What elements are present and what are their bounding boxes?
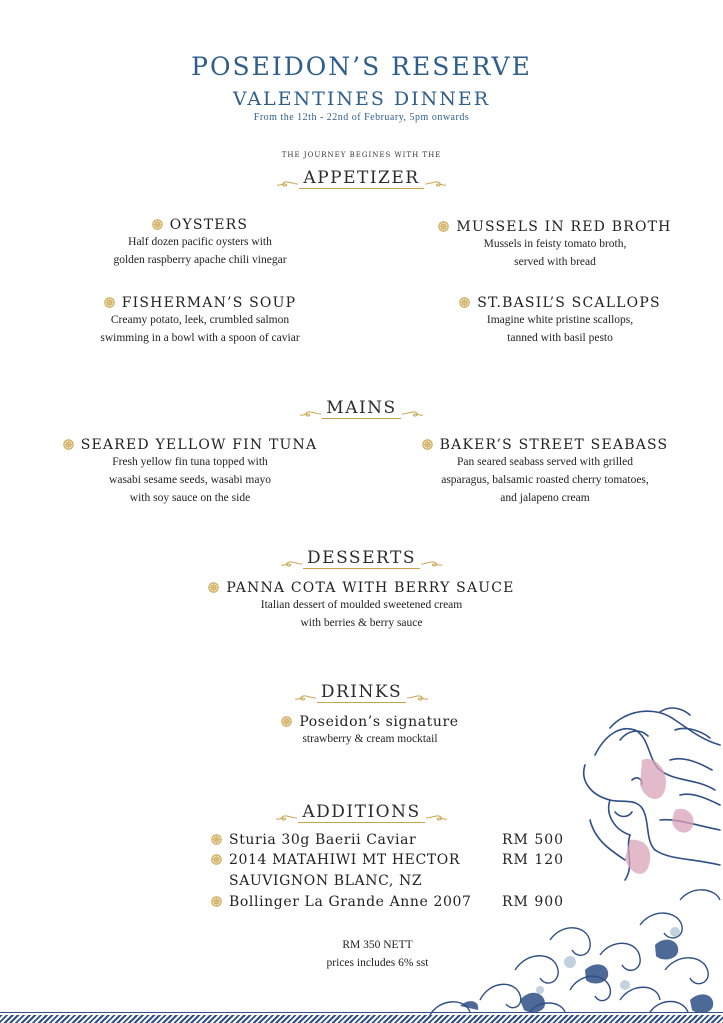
section-desserts-label: DESSERTS bbox=[303, 548, 420, 569]
item-title: SEARED YELLOW FIN TUNA bbox=[80, 437, 318, 453]
set-price: RM 350 NETT bbox=[342, 939, 413, 951]
gold-bullet-icon bbox=[211, 834, 222, 845]
section-drinks-label: DRINKS bbox=[317, 682, 406, 703]
item-title: FISHERMAN’S SOUP bbox=[121, 295, 297, 311]
menu-item-panna-cota bbox=[200, 580, 523, 632]
section-appetizer bbox=[0, 166, 723, 190]
item-desc: golden raspberry apache chili vinegar bbox=[113, 254, 287, 266]
seahorse-wave-illustration bbox=[420, 700, 723, 1015]
addition-name: Sturia 30g Baerii Caviar bbox=[229, 832, 417, 848]
item-desc: Imagine white pristine scallops, bbox=[486, 314, 634, 326]
menu-item-scallops bbox=[425, 295, 695, 347]
item-desc: with berries & berry sauce bbox=[300, 617, 423, 629]
addition-row bbox=[211, 832, 416, 848]
item-desc: and jalapeno cream bbox=[500, 492, 590, 504]
menu-item-fishermans-soup bbox=[55, 295, 345, 347]
item-desc: Pan seared seabass served with grilled bbox=[457, 456, 633, 468]
flourish-left-icon bbox=[300, 410, 322, 418]
item-desc: strawberry & cream mocktail bbox=[302, 733, 438, 745]
flourish-left-icon bbox=[295, 694, 317, 702]
gold-bullet-icon bbox=[152, 219, 163, 230]
item-desc: asparagus, balsamic roasted cherry tomatoes, bbox=[441, 474, 649, 486]
flourish-left-icon bbox=[277, 180, 299, 188]
section-additions-label: ADDITIONS bbox=[298, 802, 424, 823]
flourish-right-icon bbox=[424, 180, 446, 188]
item-desc: Creamy potato, leek, crumbled salmon bbox=[110, 314, 290, 326]
flourish-right-icon bbox=[420, 560, 442, 568]
item-desc: served with bread bbox=[514, 256, 596, 268]
menu-item-tuna bbox=[45, 437, 335, 507]
gold-bullet-icon bbox=[211, 896, 222, 907]
restaurant-title: POSEIDON’S RESERVE bbox=[191, 52, 532, 81]
addition-name: Bollinger La Grande Anne 2007 bbox=[229, 894, 472, 910]
gold-bullet-icon bbox=[104, 297, 115, 308]
item-title: PANNA COTA WITH BERRY SAUCE bbox=[226, 580, 515, 596]
gold-bullet-icon bbox=[438, 221, 449, 232]
gold-bullet-icon bbox=[211, 854, 222, 865]
flourish-left-icon bbox=[281, 560, 303, 568]
item-desc: tanned with basil pesto bbox=[507, 332, 613, 344]
tax-note: prices includes 6% sst bbox=[326, 957, 429, 969]
flourish-left-icon bbox=[276, 814, 298, 822]
addition-price: RM 500 bbox=[502, 832, 565, 848]
flourish-right-icon bbox=[401, 410, 423, 418]
addition-name: 2014 MATAHIWI MT HECTOR bbox=[229, 852, 460, 868]
gold-bullet-icon bbox=[208, 582, 219, 593]
menu-item-mussels bbox=[420, 219, 690, 271]
item-desc: Mussels in feisty tomato broth, bbox=[483, 238, 627, 250]
item-title: Poseidon’s signature bbox=[299, 714, 459, 730]
menu-item-oysters bbox=[60, 217, 340, 269]
item-title: ST.BASIL’S SCALLOPS bbox=[477, 295, 661, 311]
gold-bullet-icon bbox=[459, 297, 470, 308]
event-subtitle: VALENTINES DINNER bbox=[232, 88, 491, 110]
bottom-border-pattern bbox=[0, 1015, 723, 1023]
section-mains bbox=[0, 396, 723, 420]
section-mains-label: MAINS bbox=[322, 398, 400, 419]
item-desc: Italian dessert of moulded sweetened cream bbox=[260, 599, 463, 611]
journey-intro: THE JOURNEY BEGINES WITH THE bbox=[281, 151, 442, 159]
gold-bullet-icon bbox=[63, 439, 74, 450]
gold-bullet-icon bbox=[422, 439, 433, 450]
item-title: OYSTERS bbox=[169, 217, 249, 233]
menu-item-seabass bbox=[405, 437, 685, 507]
item-desc: with soy sauce on the side bbox=[129, 492, 251, 504]
item-desc: Fresh yellow fin tuna topped with bbox=[112, 456, 268, 468]
addition-name-continued: SAUVIGNON BLANC, NZ bbox=[229, 873, 423, 889]
item-desc: swimming in a bowl with a spoon of caviar bbox=[100, 332, 300, 344]
item-desc: Half dozen pacific oysters with bbox=[128, 236, 272, 248]
addition-price: RM 900 bbox=[502, 894, 565, 910]
bottom-border-line bbox=[0, 1012, 723, 1013]
section-appetizer-label: APPETIZER bbox=[299, 168, 423, 189]
addition-price: RM 120 bbox=[502, 852, 565, 868]
item-title: BAKER’S STREET SEABASS bbox=[439, 437, 669, 453]
gold-bullet-icon bbox=[281, 716, 292, 727]
item-title: MUSSELS IN RED BROTH bbox=[456, 219, 672, 235]
item-desc: wasabi sesame seeds, wasabi mayo bbox=[109, 474, 271, 486]
section-desserts bbox=[0, 546, 723, 570]
event-dates: From the 12th - 22nd of February, 5pm onwards bbox=[253, 112, 470, 123]
